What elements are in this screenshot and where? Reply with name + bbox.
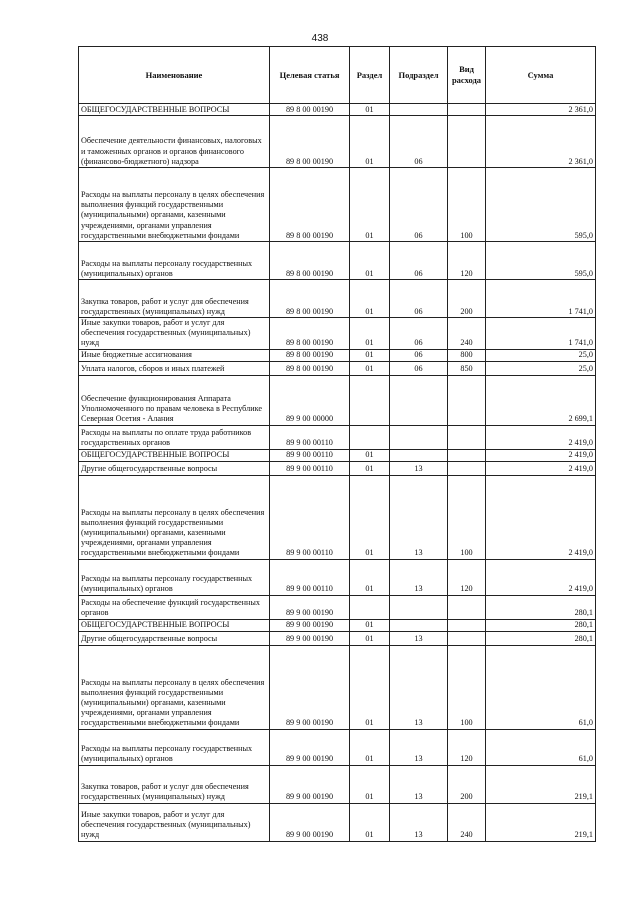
cell-name: Расходы на выплаты персоналу в целях обеспечения выполнения функций государственными (муниципальными) органами, казенными учреждениями, органами управления государственными внебюджетными фондами xyxy=(79,168,270,242)
cell-subsection: 13 xyxy=(390,631,448,645)
table-row xyxy=(79,361,596,375)
page-number: 438 xyxy=(311,33,329,44)
header-type: Вид расхода xyxy=(448,47,486,104)
cell-subsection: 13 xyxy=(390,475,448,559)
cell-subsection: 13 xyxy=(390,729,448,765)
cell-type xyxy=(448,449,486,461)
table-row xyxy=(79,318,596,350)
table-row xyxy=(79,765,596,803)
cell-subsection: 13 xyxy=(390,645,448,729)
cell-name: Обеспечение функционирования Аппарата Уполномоченного по правам человека в Республике Северная Осетия - Алания xyxy=(79,375,270,425)
cell-section: 01 xyxy=(350,242,390,280)
cell-article: 89 9 00 00190 xyxy=(270,645,350,729)
cell-article: 89 9 00 00190 xyxy=(270,765,350,803)
cell-section: 01 xyxy=(350,461,390,475)
cell-section xyxy=(350,375,390,425)
cell-type xyxy=(448,104,486,116)
cell-article: 89 9 00 00190 xyxy=(270,803,350,841)
cell-sum: 2 419,0 xyxy=(486,559,596,595)
cell-sum: 1 741,0 xyxy=(486,318,596,350)
table-header-row xyxy=(79,47,596,104)
table-row xyxy=(79,449,596,461)
cell-name: Расходы на выплаты персоналу государственных (муниципальных) органов xyxy=(79,559,270,595)
cell-article: 89 9 00 00110 xyxy=(270,475,350,559)
cell-article: 89 8 00 00190 xyxy=(270,168,350,242)
cell-name: ОБЩЕГОСУДАРСТВЕННЫЕ ВОПРОСЫ xyxy=(79,619,270,631)
cell-section: 01 xyxy=(350,349,390,361)
cell-subsection: 06 xyxy=(390,318,448,350)
cell-subsection: 06 xyxy=(390,168,448,242)
table-row xyxy=(79,425,596,449)
cell-type xyxy=(448,619,486,631)
cell-name: Иные бюджетные ассигнования xyxy=(79,349,270,361)
cell-type: 100 xyxy=(448,168,486,242)
cell-sum: 61,0 xyxy=(486,729,596,765)
cell-article: 89 8 00 00190 xyxy=(270,280,350,318)
cell-name: Обеспечение деятельности финансовых, налоговых и таможенных органов и органов финансового (финансово-бюджетного) надзора xyxy=(79,116,270,168)
cell-sum: 2 419,0 xyxy=(486,475,596,559)
cell-type xyxy=(448,595,486,619)
cell-section: 01 xyxy=(350,631,390,645)
table-row xyxy=(79,168,596,242)
table-row xyxy=(79,475,596,559)
cell-subsection xyxy=(390,425,448,449)
cell-subsection xyxy=(390,619,448,631)
cell-type: 120 xyxy=(448,242,486,280)
cell-type xyxy=(448,461,486,475)
cell-sum: 2 361,0 xyxy=(486,116,596,168)
header-article: Целевая статья xyxy=(270,47,350,104)
cell-name: Другие общегосударственные вопросы xyxy=(79,631,270,645)
table-row xyxy=(79,619,596,631)
cell-type: 200 xyxy=(448,765,486,803)
cell-article: 89 9 00 00190 xyxy=(270,729,350,765)
cell-article: 89 9 00 00110 xyxy=(270,425,350,449)
header-subsection: Подраздел xyxy=(390,47,448,104)
cell-subsection xyxy=(390,449,448,461)
cell-name: Закупка товаров, работ и услуг для обеспечения государственных (муниципальных) нужд xyxy=(79,765,270,803)
cell-subsection: 13 xyxy=(390,461,448,475)
cell-subsection: 06 xyxy=(390,280,448,318)
header-name: Наименование xyxy=(79,47,270,104)
cell-article: 89 9 00 00000 xyxy=(270,375,350,425)
cell-sum: 2 361,0 xyxy=(486,104,596,116)
cell-article: 89 9 00 00110 xyxy=(270,449,350,461)
table-row xyxy=(79,349,596,361)
cell-section: 01 xyxy=(350,168,390,242)
cell-section: 01 xyxy=(350,475,390,559)
cell-section: 01 xyxy=(350,280,390,318)
header-section: Раздел xyxy=(350,47,390,104)
cell-type: 850 xyxy=(448,361,486,375)
cell-subsection: 06 xyxy=(390,349,448,361)
cell-type xyxy=(448,425,486,449)
cell-sum: 595,0 xyxy=(486,242,596,280)
table-row xyxy=(79,104,596,116)
cell-type xyxy=(448,631,486,645)
cell-section xyxy=(350,595,390,619)
cell-article: 89 8 00 00190 xyxy=(270,318,350,350)
cell-type: 200 xyxy=(448,280,486,318)
cell-article: 89 8 00 00190 xyxy=(270,349,350,361)
cell-sum: 280,1 xyxy=(486,595,596,619)
cell-name: Иные закупки товаров, работ и услуг для обеспечения государственных (муниципальных) нужд xyxy=(79,318,270,350)
cell-article: 89 9 00 00190 xyxy=(270,595,350,619)
cell-sum: 280,1 xyxy=(486,631,596,645)
cell-type: 800 xyxy=(448,349,486,361)
cell-subsection: 13 xyxy=(390,765,448,803)
cell-sum: 2 419,0 xyxy=(486,425,596,449)
table-row xyxy=(79,595,596,619)
cell-article: 89 8 00 00190 xyxy=(270,242,350,280)
cell-sum: 595,0 xyxy=(486,168,596,242)
cell-subsection: 06 xyxy=(390,361,448,375)
table-row xyxy=(79,645,596,729)
cell-name: Другие общегосударственные вопросы xyxy=(79,461,270,475)
table-row xyxy=(79,375,596,425)
cell-name: Расходы на выплаты персоналу государственных (муниципальных) органов xyxy=(79,729,270,765)
cell-section: 01 xyxy=(350,645,390,729)
cell-name: Закупка товаров, работ и услуг для обеспечения государственных (муниципальных) нужд xyxy=(79,280,270,318)
cell-subsection: 06 xyxy=(390,242,448,280)
cell-sum: 2 699,1 xyxy=(486,375,596,425)
cell-section: 01 xyxy=(350,803,390,841)
cell-article: 89 9 00 00110 xyxy=(270,461,350,475)
cell-article: 89 8 00 00190 xyxy=(270,116,350,168)
cell-name: ОБЩЕГОСУДАРСТВЕННЫЕ ВОПРОСЫ xyxy=(79,449,270,461)
cell-name: Уплата налогов, сборов и иных платежей xyxy=(79,361,270,375)
cell-sum: 280,1 xyxy=(486,619,596,631)
cell-name: Иные закупки товаров, работ и услуг для обеспечения государственных (муниципальных) нужд xyxy=(79,803,270,841)
cell-article: 89 8 00 00190 xyxy=(270,361,350,375)
cell-type xyxy=(448,116,486,168)
cell-name: Расходы на выплаты персоналу в целях обеспечения выполнения функций государственными (муниципальными) органами, казенными учреждениями, органами управления государственными внебюджетными фондами xyxy=(79,645,270,729)
cell-sum: 25,0 xyxy=(486,361,596,375)
cell-type: 120 xyxy=(448,729,486,765)
cell-sum: 25,0 xyxy=(486,349,596,361)
cell-subsection xyxy=(390,104,448,116)
table-row xyxy=(79,116,596,168)
cell-article: 89 9 00 00110 xyxy=(270,559,350,595)
cell-sum: 1 741,0 xyxy=(486,280,596,318)
cell-section: 01 xyxy=(350,729,390,765)
cell-section: 01 xyxy=(350,765,390,803)
cell-name: Расходы на выплаты персоналу в целях обеспечения выполнения функций государственными (муниципальными) органами, казенными учреждениями, органами управления государственными внебюджетными фондами xyxy=(79,475,270,559)
cell-sum: 219,1 xyxy=(486,765,596,803)
cell-article: 89 8 00 00190 xyxy=(270,104,350,116)
cell-section: 01 xyxy=(350,104,390,116)
cell-subsection: 06 xyxy=(390,116,448,168)
cell-section: 01 xyxy=(350,559,390,595)
cell-name: Расходы на выплаты по оплате труда работников государственных органов xyxy=(79,425,270,449)
budget-table xyxy=(78,46,596,842)
cell-name: Расходы на обеспечение функций государственных органов xyxy=(79,595,270,619)
cell-sum: 61,0 xyxy=(486,645,596,729)
table-row xyxy=(79,803,596,841)
table-row xyxy=(79,280,596,318)
cell-section: 01 xyxy=(350,619,390,631)
cell-type: 240 xyxy=(448,318,486,350)
cell-type: 100 xyxy=(448,475,486,559)
cell-section: 01 xyxy=(350,449,390,461)
table-body xyxy=(79,104,596,842)
cell-section: 01 xyxy=(350,361,390,375)
table-row xyxy=(79,242,596,280)
cell-sum: 2 419,0 xyxy=(486,449,596,461)
cell-sum: 219,1 xyxy=(486,803,596,841)
table-row xyxy=(79,631,596,645)
cell-section xyxy=(350,425,390,449)
cell-subsection xyxy=(390,595,448,619)
cell-section: 01 xyxy=(350,318,390,350)
cell-article: 89 9 00 00190 xyxy=(270,631,350,645)
table-row xyxy=(79,461,596,475)
cell-type xyxy=(448,375,486,425)
table-row xyxy=(79,559,596,595)
cell-type: 240 xyxy=(448,803,486,841)
cell-type: 100 xyxy=(448,645,486,729)
cell-subsection: 13 xyxy=(390,803,448,841)
cell-article: 89 9 00 00190 xyxy=(270,619,350,631)
header-sum: Сумма xyxy=(486,47,596,104)
cell-sum: 2 419,0 xyxy=(486,461,596,475)
table-row xyxy=(79,729,596,765)
cell-type: 120 xyxy=(448,559,486,595)
cell-name: Расходы на выплаты персоналу государственных (муниципальных) органов xyxy=(79,242,270,280)
cell-subsection: 13 xyxy=(390,559,448,595)
cell-section: 01 xyxy=(350,116,390,168)
cell-name: ОБЩЕГОСУДАРСТВЕННЫЕ ВОПРОСЫ xyxy=(79,104,270,116)
cell-subsection xyxy=(390,375,448,425)
